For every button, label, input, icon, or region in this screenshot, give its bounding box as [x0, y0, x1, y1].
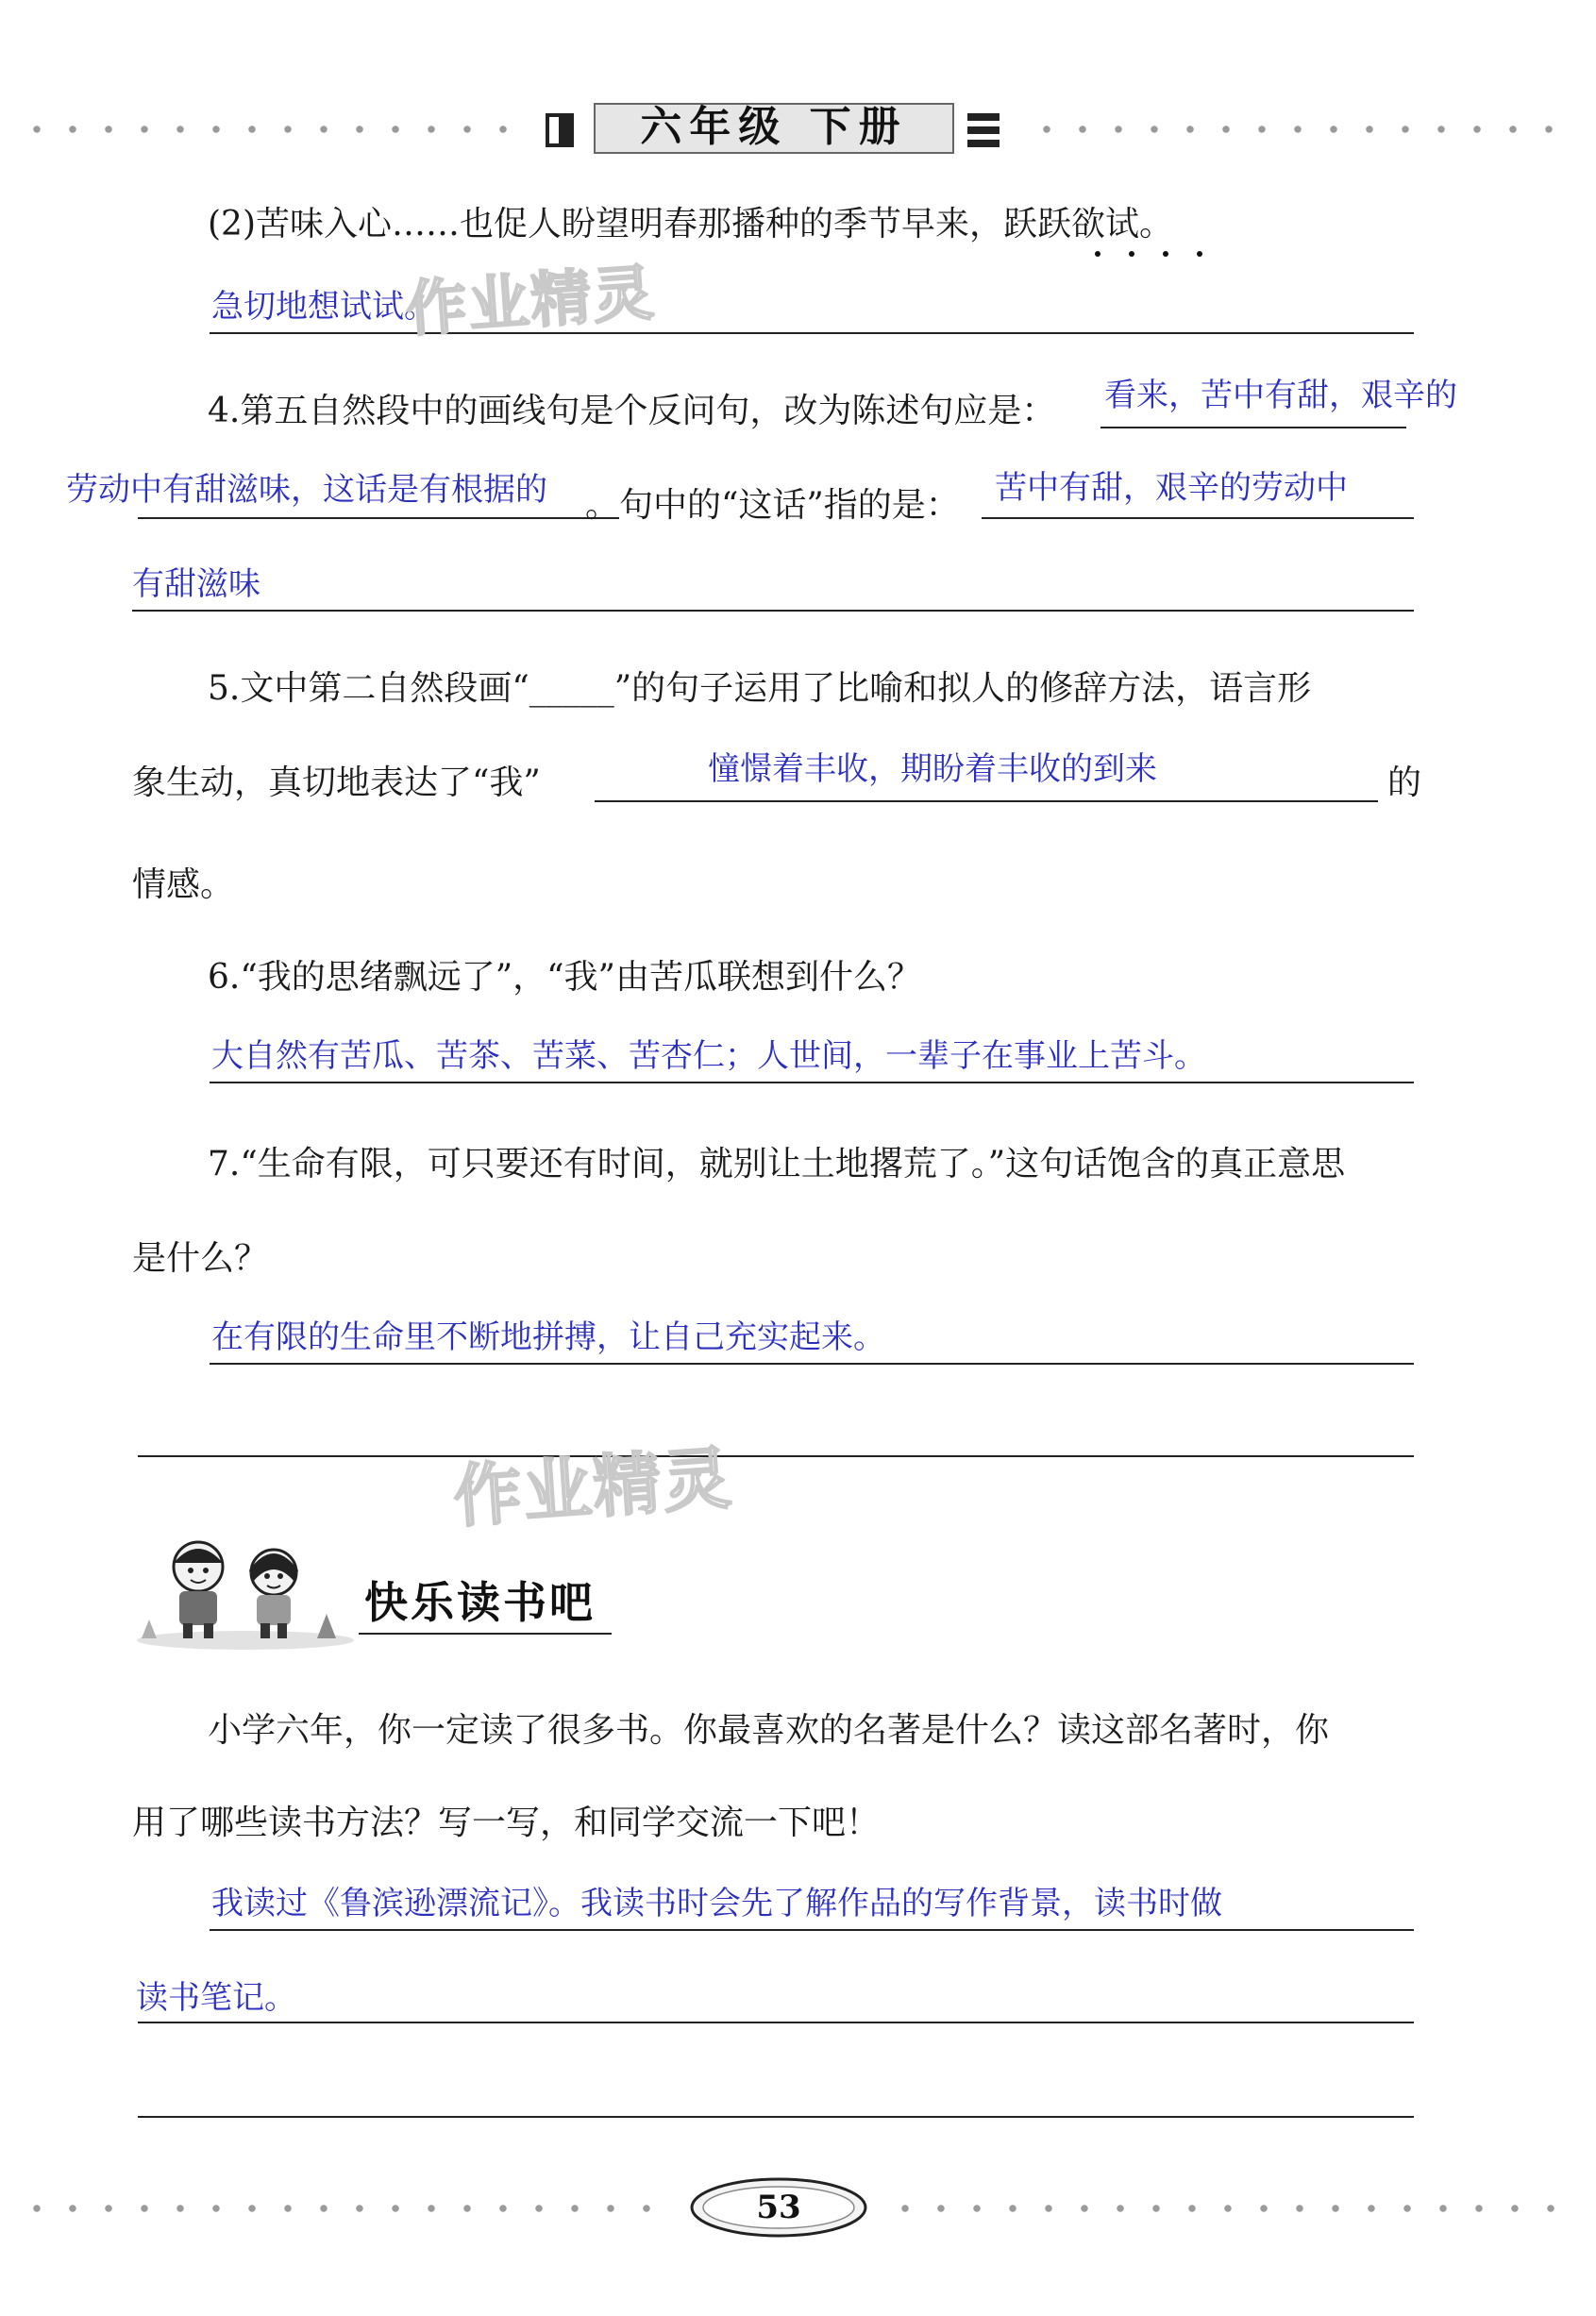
question-5-line-1: 5.文中第二自然段画“_____”的句子运用了比喻和拟人的修辞方法，语言形 — [208, 669, 1312, 708]
header-dots-right — [1029, 126, 1557, 133]
section-title-underline — [359, 1633, 612, 1635]
header-dots-left — [19, 126, 529, 133]
emphasis-dot — [1163, 251, 1168, 257]
answer-4b-line-2: 有甜滋味 — [132, 565, 260, 603]
answer-6: 大自然有苦瓜、苦茶、苦菜、苦杏仁；人世间，一辈子在事业上苦斗。 — [211, 1037, 1206, 1075]
section-answer-line-1: 我读过《鲁滨逊漂流记》。我读书时会先了解作品的写作背景，读书时做 — [211, 1885, 1222, 1922]
answer-line — [210, 1929, 1414, 1931]
emphasis-dot — [1129, 251, 1134, 257]
question-6: 6.“我的思绪飘远了”，“我”由苦瓜联想到什么？ — [208, 958, 921, 997]
question-7-line-1: 7.“生命有限，可只要还有时间，就别让土地撂荒了。”这句话饱含的真正意思 — [208, 1145, 1346, 1183]
answer-4b-line-1: 苦中有甜，艰辛的劳动中 — [995, 469, 1348, 507]
section-answer-line-2: 读书笔记。 — [136, 1979, 296, 2017]
emphasis-dot — [1095, 251, 1100, 257]
answer-4-line-2: 劳动中有甜滋味，这话是有根据的 — [66, 471, 547, 509]
emphasis-dot — [1197, 251, 1202, 257]
section-title: 快乐读书吧 — [364, 1577, 596, 1628]
answer-line — [138, 517, 619, 519]
answer-3-2: 急切地想试试。 — [211, 288, 436, 326]
answer-line — [138, 1455, 1414, 1457]
answer-4-line-1: 看来，苦中有甜，艰辛的 — [1104, 377, 1457, 414]
kids-illustration — [132, 1529, 359, 1652]
answer-line — [138, 2022, 1414, 2023]
watermark: 作业精灵 — [404, 258, 658, 346]
section-prompt-line-2: 用了哪些读书方法？写一写，和同学交流一下吧！ — [132, 1804, 881, 1842]
footer-dots-right — [887, 2205, 1557, 2212]
page-number: 53 — [756, 2189, 801, 2226]
answer-line — [595, 800, 1378, 802]
answer-line — [982, 517, 1414, 519]
question-5-line-2-end: 的 — [1387, 764, 1422, 802]
answer-line — [1100, 427, 1406, 428]
question-5-line-3: 情感。 — [132, 865, 235, 904]
answer-line — [210, 1363, 1414, 1365]
answer-line — [210, 1082, 1414, 1083]
footer-dots-left — [19, 2205, 670, 2212]
header-title: 六年级 下册 — [640, 103, 908, 151]
answer-line — [210, 332, 1414, 334]
question-4-part-2: 。句中的“这话”指的是： — [585, 486, 960, 525]
question-3-2: (2)苦味入心……也促人盼望明春那播种的季节早来，跃跃欲试。 — [208, 205, 1173, 243]
page-number-badge — [689, 2175, 868, 2240]
question-7-line-2: 是什么？ — [132, 1239, 269, 1278]
answer-7: 在有限的生命里不断地拼搏，让自己充实起来。 — [211, 1318, 885, 1356]
answer-line — [132, 610, 1414, 612]
section-prompt-line-1: 小学六年，你一定读了很多书。你最喜欢的名著是什么？读这部名著时，你 — [208, 1711, 1330, 1750]
question-5-line-2-start: 象生动，真切地表达了“我” — [132, 764, 541, 802]
watermark: 作业精灵 — [450, 1437, 736, 1537]
answer-line — [138, 2116, 1414, 2118]
question-4: 4.第五自然段中的画线句是个反问句，改为陈述句应是： — [208, 392, 1056, 430]
answer-5: 憧憬着丰收，期盼着丰收的到来 — [708, 750, 1157, 788]
